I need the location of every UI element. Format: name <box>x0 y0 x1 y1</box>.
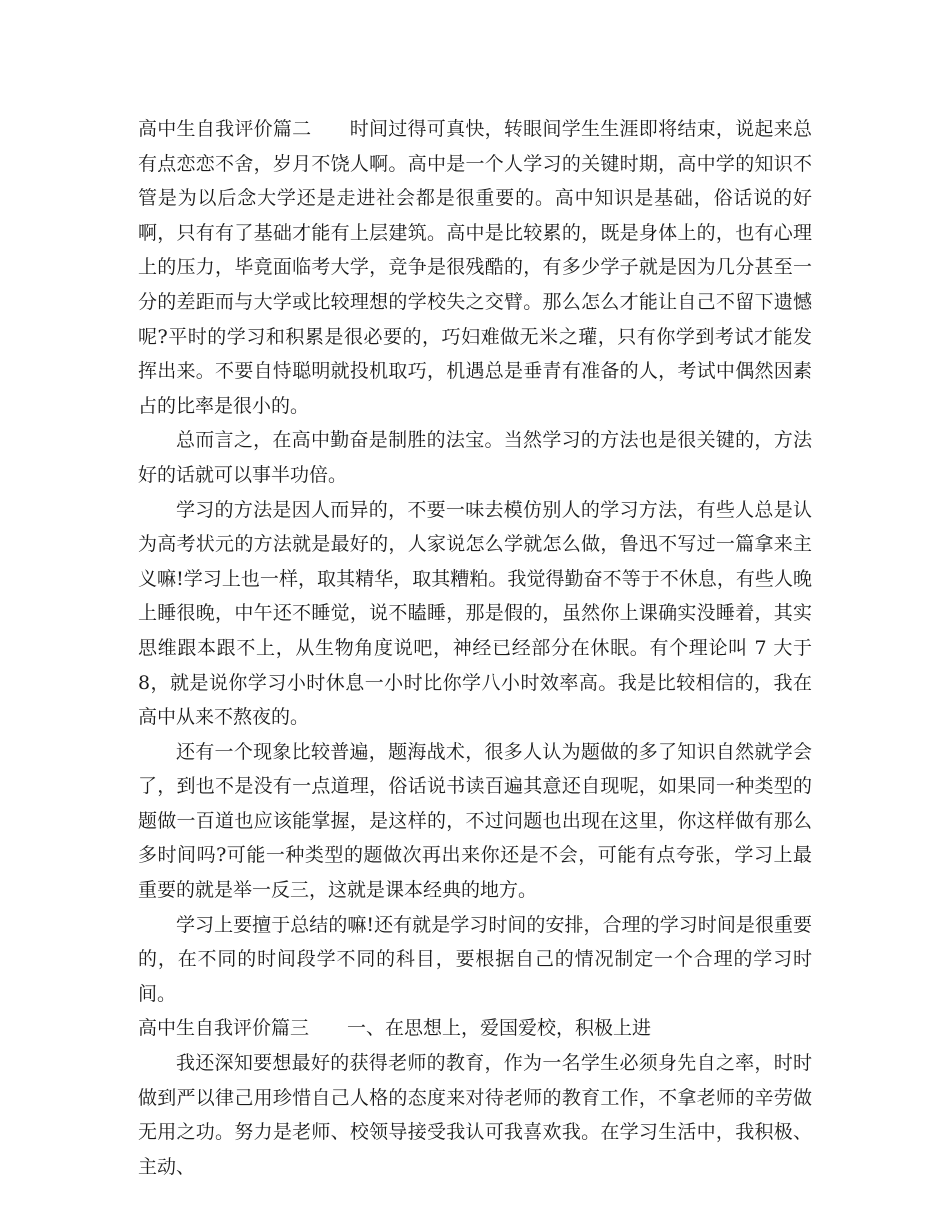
paragraph: 学习上要擅于总结的嘛!还有就是学习时间的安排，合理的学习时间是很重要的，在不同的时间段学不同的科目，要根据自己的情况制定一个合理的学习时间。 <box>138 913 812 1005</box>
paragraph: 总而言之，在高中勤奋是制胜的法宝。当然学习的方法也是很关键的，方法好的话就可以事半功倍。 <box>138 429 812 486</box>
paragraph-text: 一、在思想上，爱国爱校，积极上进 <box>347 1017 652 1040</box>
paragraph: 学习的方法是因人而异的，不要一味去模仿别人的学习方法，有些人总是认为高考状元的方法就是最好的，人家说怎么学就怎么做，鲁迅不写过一篇拿来主义嘛!学习上也一样，取其精华，取其糟粕。我觉得勤奋不等于不休息，有些人晚上睡很晚，中午还不睡觉，说不瞌睡，那是假的，虽然你上课确实没睡着，其实思维跟本跟不上，从生物角度说吧，神经已经部分在休眠。有个理论叫 7 大于 8，就是说你学习小时休息一小时比你学八小时效率高。我是比较相信的，我在高中从来不熬夜的。 <box>138 498 812 729</box>
section-two-opening <box>138 112 812 423</box>
paragraph-text: 时间过得可真快，转眼间学生生涯即将结束，说起来总有点恋恋不舍，岁月不饶人啊。高中是一个人学习的关键时期，高中学的知识不管是为以后念大学还是走进社会都是很重要的。高中知识是基础，俗话说的好啊，只有有了基础才能有上层建筑。高中是比较累的，既是身体上的，也有心理上的压力，毕竟面临考大学，竞争是很残酷的，有多少学子就是因为几分甚至一分的差距而与大学或比较理想的学校失之交臂。那么怎么才能让自己不留下遗憾呢?平时的学习和积累是很必要的，巧妇难做无米之瓘，只有你学到考试才能发挥出来。不要自恃聪明就投机取巧，机遇总是垂青有准备的人，考试中偶然因素占的比率是很小的。 <box>138 118 812 417</box>
section-heading: 高中生自我评价篇二 <box>138 118 312 140</box>
document-body <box>138 112 812 1184</box>
section-three-opening <box>138 1011 812 1046</box>
paragraph: 我还深知要想最好的获得老师的教育，作为一名学生必须身先自之率，时时做到严以律己用珍惜自己人格的态度来对待老师的教育工作，不拿老师的辛劳做无用之功。努力是老师、校领导接受我认可我喜欢我。在学习生活中，我积极、主动、 <box>138 1052 812 1178</box>
paragraph: 还有一个现象比较普遍，题海战术，很多人认为题做的多了知识自然就学会了，到也不是没有一点道理，俗话说书读百遍其意还自现呢，如果同一种类型的题做一百道也应该能掌握，是这样的，不过问题也出现在这里，你这样做有那么多时间吗?可能一种类型的题做次再出来你还是不会，可能有点夸张，学习上最重要的就是举一反三，这就是课本经典的地方。 <box>138 740 812 902</box>
section-heading: 高中生自我评价篇三 <box>138 1017 310 1040</box>
